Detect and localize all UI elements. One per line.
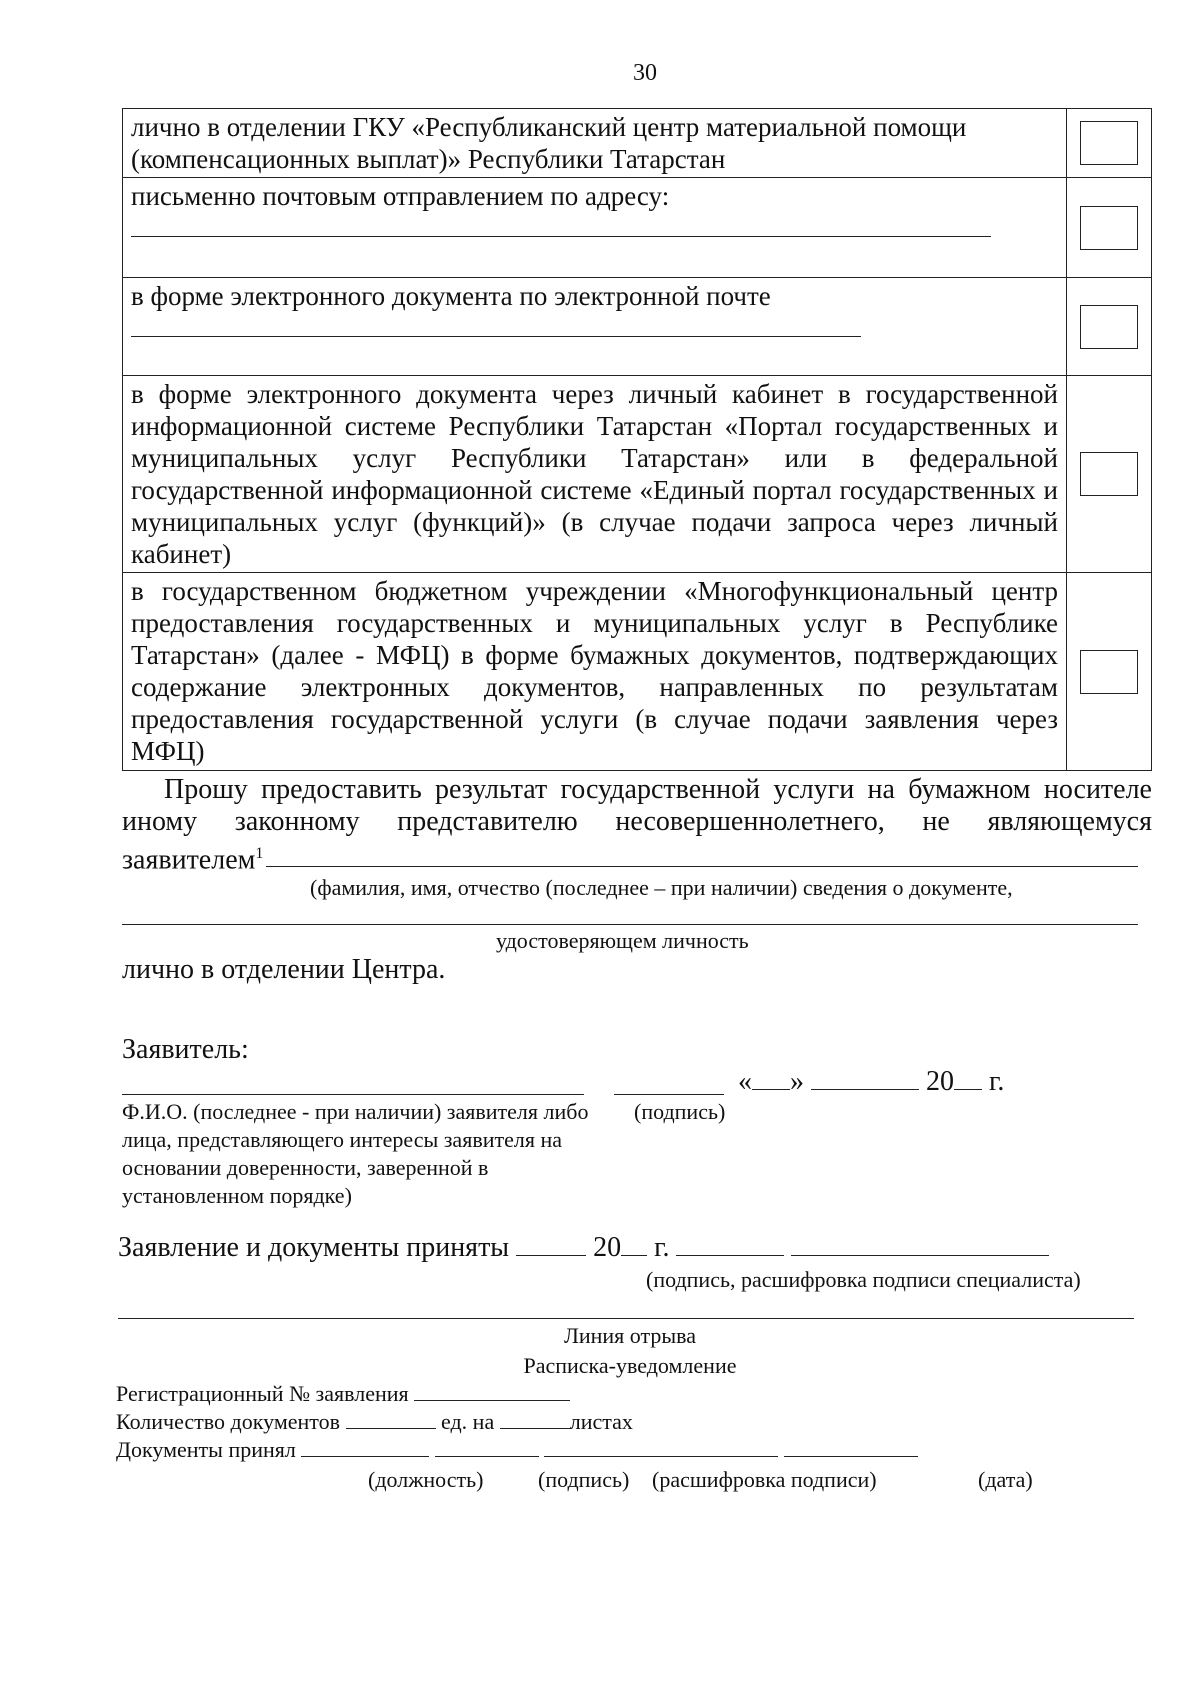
reg-number-line: Регистрационный № заявления xyxy=(116,1380,570,1408)
specialist-signature-field[interactable] xyxy=(676,1235,784,1256)
option-row xyxy=(123,278,1152,376)
day-field[interactable] xyxy=(752,1069,790,1090)
applicant-date: « » 20 г. xyxy=(738,1066,1005,1097)
accepted-by-line: Документы принял xyxy=(116,1436,918,1464)
delivery-options-table xyxy=(122,108,1152,771)
option-text: письменно почтовым отправлением по адресу: xyxy=(131,181,670,211)
option-checkbox-portal[interactable] xyxy=(1080,452,1138,496)
receipt-name-field[interactable] xyxy=(544,1440,778,1457)
option-row xyxy=(123,573,1152,771)
caption-signature: (подпись) xyxy=(538,1467,630,1492)
page-number: 30 xyxy=(633,60,657,86)
applicant-word: заявителем$^1$ xyxy=(122,844,264,876)
applicant-heading: Заявитель: xyxy=(122,1034,249,1065)
applicant-signature-field[interactable] xyxy=(614,1094,724,1095)
month-field[interactable] xyxy=(811,1069,919,1090)
caption-identity: удостоверяющем личность xyxy=(496,928,749,953)
request-paragraph: Прошу предоставить результат государственной услуги на бумажном носителе иному законному представителю несовершеннолетнего, не являющемуся xyxy=(122,774,1152,837)
accepted-day-field[interactable] xyxy=(516,1235,586,1256)
doc-count-field[interactable] xyxy=(346,1412,436,1429)
applicant-fio-field[interactable] xyxy=(122,1094,584,1095)
option-text: в форме электронного документа по электронной почте xyxy=(131,281,771,311)
receipt-title: Расписка-уведомление xyxy=(523,1353,737,1378)
option-checkbox-post[interactable] xyxy=(1080,206,1138,250)
receipt-signature-field[interactable] xyxy=(435,1440,539,1457)
document-field[interactable] xyxy=(122,924,1138,925)
caption-name: (расшифровка подписи) xyxy=(652,1467,877,1492)
document-count-line: Количество документов ед. на листах xyxy=(116,1409,633,1434)
accepted-line: Заявление и документы приняты 20 г. xyxy=(118,1232,1049,1264)
caption-date: (дата) xyxy=(978,1467,1033,1492)
address-field[interactable] xyxy=(131,222,991,237)
tear-line-label: Линия отрыва xyxy=(563,1323,697,1348)
option-checkbox-email[interactable] xyxy=(1080,305,1138,349)
option-row xyxy=(123,109,1152,178)
signature-caption: (подпись) xyxy=(634,1099,726,1124)
sheet-count-field[interactable] xyxy=(500,1412,570,1429)
in-person-text: лично в отделении Центра. xyxy=(122,954,446,985)
option-text: лично в отделении ГКУ «Республиканский центр материальной помощи (компенсационных выплат)» Республики Татарстан xyxy=(123,109,1067,178)
tear-line xyxy=(118,1318,1134,1319)
option-checkbox-office[interactable] xyxy=(1080,121,1138,165)
caption-position: (должность) xyxy=(368,1467,484,1492)
option-text: в форме электронного документа через личный кабинет в государственной информационной системе Республики Татарстан «Портал государственных и муниципальных услуг Республики Татарстан» или в федеральной государственной информационной системе «Единый портал государственных и муниципальных услуг (функций)» (в случае подачи запроса через личный кабинет) xyxy=(123,376,1067,573)
option-text: в государственном бюджетном учреждении «Многофункциональный центр предоставления государственных и муниципальных услуг в Республике Татарстан» (далее - МФЦ) в форме бумажных документов, подтверждающих содержание электронных документов, направленных по результатам предоставления государственной услуги (в случае подачи заявления через МФЦ) xyxy=(123,573,1067,771)
footnote-mark: 1 xyxy=(255,845,264,862)
accepted-year-field[interactable] xyxy=(621,1235,647,1256)
year-field[interactable] xyxy=(954,1069,982,1090)
email-field[interactable] xyxy=(131,322,861,337)
receipt-date-field[interactable] xyxy=(784,1440,918,1457)
option-row xyxy=(123,376,1152,573)
reg-number-field[interactable] xyxy=(414,1384,570,1401)
representative-field[interactable] xyxy=(266,866,1138,867)
position-field[interactable] xyxy=(301,1440,429,1457)
specialist-name-field[interactable] xyxy=(791,1235,1049,1256)
option-checkbox-mfc[interactable] xyxy=(1080,650,1138,694)
caption-fio-document: (фамилия, имя, отчество (последнее – при наличии) сведения о документе, xyxy=(310,875,1013,900)
option-row xyxy=(123,178,1152,278)
specialist-caption: (подпись, расшифровка подписи специалиста) xyxy=(646,1267,1081,1292)
fio-caption: Ф.И.О. (последнее - при наличии) заявителя либо лица, представляющего интересы заявителя на основании доверенности, заверенной в установленном порядке) xyxy=(122,1099,589,1208)
